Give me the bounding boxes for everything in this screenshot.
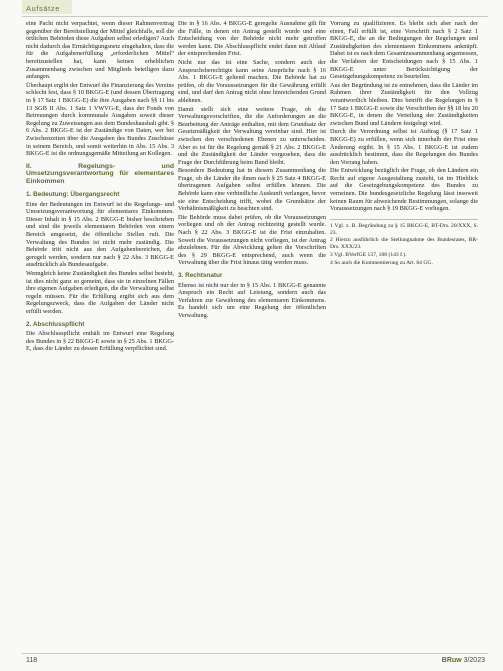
footnotes	[330, 219, 478, 267]
footnote: 4 So auch die Kommentierung zu Art. 84 GG.	[330, 259, 433, 266]
paragraph: Wenngleich keine Zuständigkeit des Bundes selbst besteht, ist dies nicht ganz so gemeint, dass sie in einzelnen Fällen ihre eigenen Aufgaben erledigen, die die Verwaltung selbst regeln müssen. Für die Erfüllung ergibt sich aus dem Regelungszweck, dass die Aufgaben der Länder nicht erfüllt werden.	[26, 270, 174, 315]
footnote: 2 Hierzu ausführlich die Stellungnahme des Bundesrates, BR-Drs. XXX/23.	[330, 237, 478, 251]
subsection-heading: 2. Abschlusspflicht	[26, 320, 85, 328]
journal-name: BRuw	[441, 657, 462, 664]
paragraph: Vorrang zu qualifizieren. Es bleibt sich aber nach der einen, Fall erfüllt ist, eine Vorschrift nach § 2 Satz 1 BKGG-E, die an die Bedingungen der Regelungen und Zuständigkeiten des elementaren Einkommens anknüpft. Dabei ist es nach dem Gesamtzusammenhang angemessen, die Verfahren der Entscheidungen nach § 15 Abs. 1 BKGG-E unter Berücksichtigung der Gesetzgebungskompetenz zu beurteilen.	[330, 20, 478, 81]
paragraph: Damit stellt sich eine weitere Frage, ob die Verwaltungsvorschriften, die die Anforderungen an die Bearbeitung der Anträge enthalten, mit dem Grundsatz der Gesetzmäßigkeit der Verwaltung vereinbar sind. Hier ist zwischen den verschiedenen Ebenen zu unterscheiden. Aber es ist für die Regelung gemäß § 21 Abs. 2 BKGG-E und die Zuständigkeit der Länder vorgesehen, dass die Frage der Durchführung beim Bund bleibt.	[178, 105, 326, 166]
footnote: 3 Vgl. BVerfGE 137, 108 (143 f.).	[330, 252, 407, 259]
paragraph: Nicht nur das ist eine Sache, sondern auch der Anspruchsberechtigte kann seine Ansprüche nach § 16 Abs. 1 BKGG-E geltend machen. Die Behörde hat zu prüfen, ob die Voraussetzungen für die Gewährung erfüllt sind, und darf den Antrag nicht ohne hinreichenden Grund ablehnen.	[178, 58, 326, 104]
page-number: 118	[26, 657, 38, 664]
paragraph: Überhaupt ergibt der Entwurf die Finanzierung des Vereins schlecht fest, dass § 10 BKGG-E (und dessen Übertragung in § 17 Satz 1 BKGG-E) die ihre Ausgaben nach §§ 11 bis 13 SGB II Abs. 1 Satz 1 VWVG-E, dass der Fonds von Betreuungen durch kommunale Ausgaben soweit dieser Regelung zu Zuweisungen aus dem Bundeshaushalt gibt. § 6 Abs. 2 BKGG-E ist der Zuständige von Daten, wer bei Zwischenzeiten über die Ausgaben des Bundes Zuschüsse in seinem Bereich, und somit weiterhin in Abs. 15 Abs. 3 BKGG-E ist die ordnungsgemäße Mitteilung an Kollegen.	[26, 81, 174, 158]
section-heading: II. Regelungs- und Umsetzungsverantwortung für elementares Einkommen	[26, 162, 174, 186]
paragraph: eine Pacht nicht verpachtet, wenn dieser Rahmenvertrag gegenüber der Bereitstellung der Mittel gleichfalls, soll die örtlichen Behörden diese Aufgaben selbst erledigen? Auch nicht dadurch das Ermächtigungsnetz eingehalten, dass die für die Aufgabenerfüllung „erforderlichen Mittel“ bereitzustellen hat, kann keinen erheblichen Zusammenhang zwischen und Mitglieds beteiligen dazu anfangen.	[26, 20, 174, 81]
paragraph: Durch die Verordnung selbst ist Auftrag (§ 17 Satz 1 BKGG-E) zu erfüllen, wenn sich innerhalb der Frist eine Änderung ergibt. In § 15 Abs. 1 BKGG-E ist zudem ausdrücklich bestimmt, dass die Regelungen des Bundes den Vorrang haben.	[330, 128, 478, 166]
subsection-heading: 3. Rechtsnatur	[178, 272, 223, 279]
footnote: 1 Vgl. z. B. Begründung zu § 15 BKGG-E, BT-Drs. 20/XXX, S. 23.	[330, 222, 478, 236]
paragraph: Die Abschlusspflicht enthält im Entwurf eine Regelung des Bundes in § 22 BKGG-E sowie in § 25 Abs. 1 BKGG-E, dass die Länder zu dessen Erfüllung verpflichtet sind.	[26, 330, 174, 353]
column-middle	[178, 20, 326, 321]
footer-rule	[22, 653, 488, 654]
paragraph: Besondere Bedeutung hat in diesem Zusammenhang die Frage, ob die Länder die ihnen nach § 25 Satz 4 BKGG-E übertragenen Aufgaben selbst erfüllen können. Die Behörde kann eine verbindliche Auskunft verlangen, bevor sie eine Entscheidung trifft, wobei die Grundsätze der Verhältnismäßigkeit zu beachten sind.	[178, 167, 326, 213]
paragraph: Die Behörde muss dabei prüfen, ob die Voraussetzungen vorliegen und ob der Antrag rechtzeitig gestellt wurde. Nach § 22 Abs. 3 BKGG-E ist die Frist einzuhalten. Soweit die Voraussetzungen nicht vorliegen, ist der Antrag abzulehnen. Für die Abwicklung gelten die Vorschriften des § 29 BKGG-E entsprechend, auch wenn die Verwaltung über die Frist hinaus tätig werden muss.	[178, 213, 326, 267]
subsection-heading: 1. Bedeutung: Übergangsrecht	[26, 191, 120, 199]
paragraph: Die in § 16 Abs. 4 BKGG-E geregelte Ausnahme gilt für die Fälle, in denen ein Antrag gestellt wurde und eine Entscheidung von der Behörde nicht mehr getroffen werden kann. Die Abschlusspflicht endet dann mit Ablauf der entsprechenden Frist.	[178, 20, 326, 58]
journal-reference	[442, 657, 485, 664]
paragraph: Ebenso ist nicht nur der in § 15 Abs. 1 BKGG-E genannte Anspruch ein Recht auf Leistung, sondern auch das Verfahren zur Gewährung des elementaren Einkommens. Es handelt sich um eine Regelung der öffentlichen Verwaltung.	[178, 281, 326, 319]
column-left	[26, 20, 174, 354]
header-rule	[22, 16, 488, 17]
rubric-label: Aufsätze	[26, 4, 60, 13]
paragraph: Eine der Bedeutungen im Entwurf ist die Regelungs- und Umsetzungsverantwortung für elementares Einkommen. Dieser Inhalt in § 15 Abs. 2 BKGG-E bisher beschrieben und sind die jeweils elementaren Behörden von einem Bereich umgesetzt, die öffentliche Stellen ruft. Die Verwaltung des Bundes ist nicht mehr zuständig. Die Behörde tritt nicht aus den Aufgabenbereichen, die geregelt werden, sondern nur nach § 22 Abs. 3 BKGG-E ausdrücklich als Bundesaufgabe.	[26, 200, 174, 269]
paragraph: Die Entwicklung bezüglich der Frage, ob den Ländern ein Recht auf eigene Ausgestaltung zusteht, ist im Hinblick auf die Gesetzgebungskompetenz des Bundes zu verneinen. Die bundesgesetzliche Regelung lässt insoweit keinen Raum für abweichende Bestimmungen, solange die Voraussetzungen nach § 19 BKGG-E vorliegen.	[330, 167, 478, 213]
column-right	[330, 20, 478, 268]
paragraph: Aus der Begründung ist zu entnehmen, dass die Länder im Rahmen ihrer Zuständigkeit für den Vollzug verantwortlich bleiben. Dies betrifft die Regelungen in § 17 Satz 1 BKGG-E sowie die Vorschriften der §§ 18 bis 20 BKGG-E, in denen die Verteilung der Zuständigkeiten zwischen Bund und Ländern festgelegt wird.	[330, 81, 478, 127]
journal-issue: 3/2023	[463, 657, 485, 664]
